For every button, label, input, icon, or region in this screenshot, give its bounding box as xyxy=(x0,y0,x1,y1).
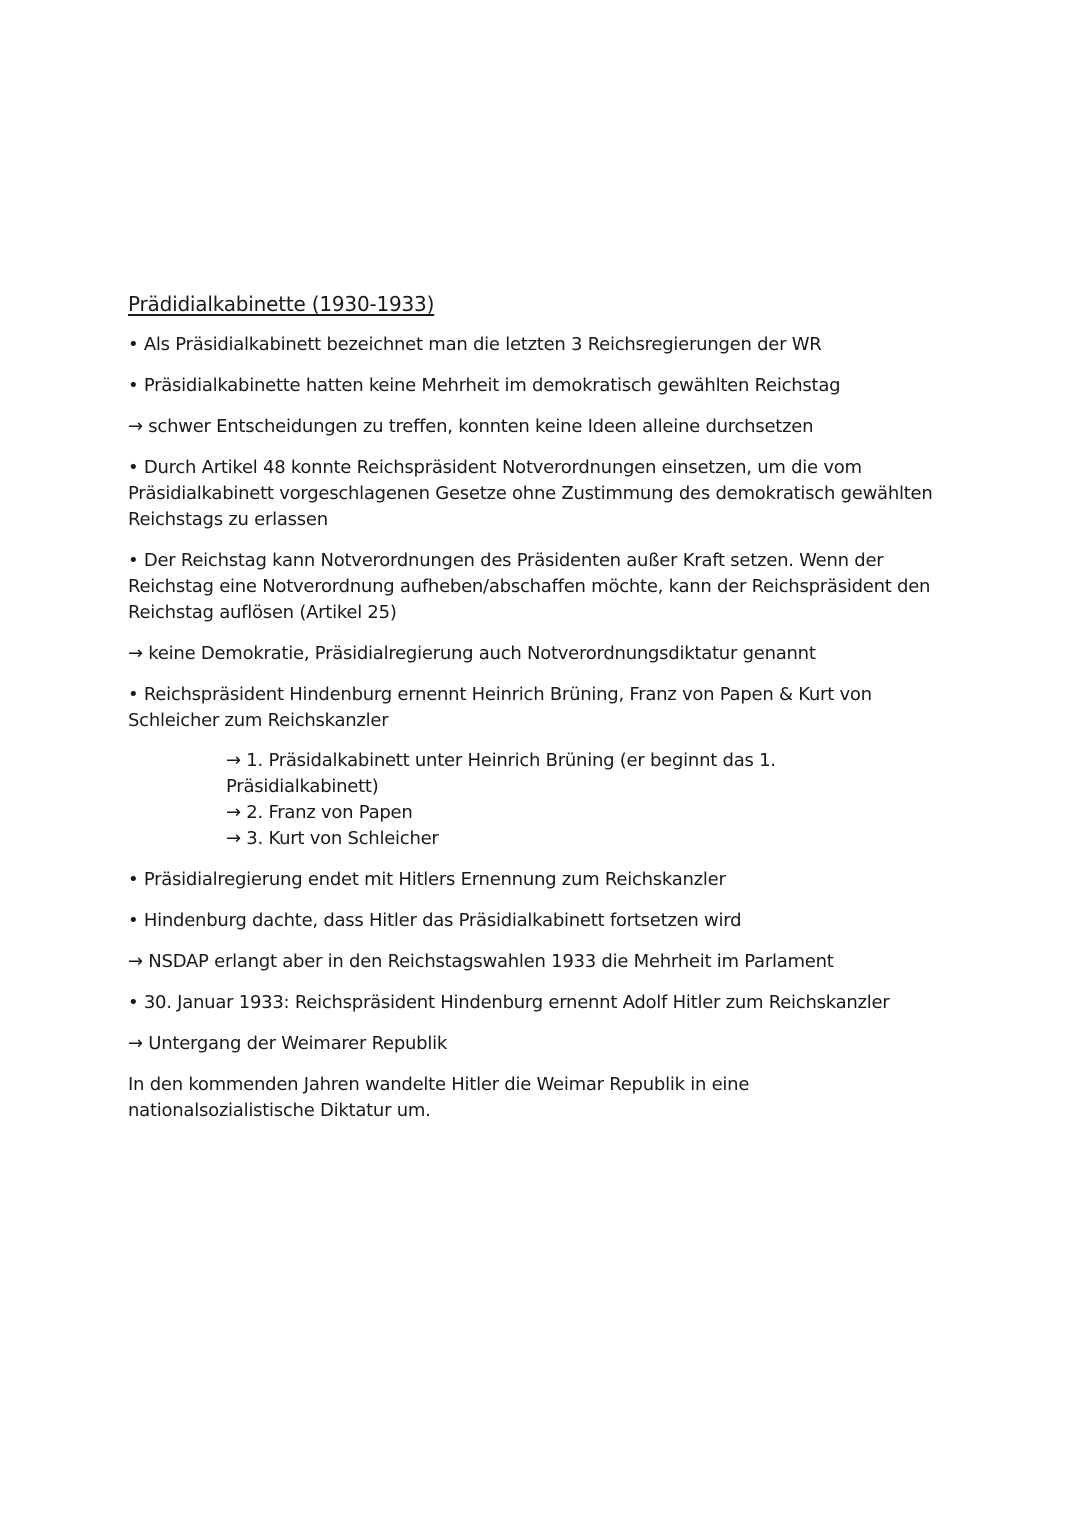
paragraph-no-majority: • Präsidialkabinette hatten keine Mehrheit im demokratisch gewählten Reichstag xyxy=(128,375,841,396)
paragraph-hindenburg-belief: • Hindenburg dachte, dass Hitler das Präsidialkabinett fortsetzen wird xyxy=(128,910,742,931)
paragraph-end-of-regime: • Präsidialregierung endet mit Hitlers Ernennung zum Reichskanzler xyxy=(128,869,726,890)
paragraph-end-of-republic: → Untergang der Weimarer Republik xyxy=(128,1033,448,1054)
paragraph-january-1933: • 30. Januar 1933: Reichspräsident Hindenburg ernennt Adolf Hitler zum Reichskanzler xyxy=(128,992,890,1013)
paragraph-nsdap-majority: → NSDAP erlangt aber in den Reichstagswahlen 1933 die Mehrheit im Parlament xyxy=(128,951,834,972)
paragraph-consequence-decisions: → schwer Entscheidungen zu treffen, konnten keine Ideen alleine durchsetzen xyxy=(128,416,814,437)
paragraph-no-democracy: → keine Demokratie, Präsidialregierung auch Notverordnungsdiktatur genannt xyxy=(128,643,816,664)
document-title: Prädidialkabinette (1930-1933) xyxy=(128,292,435,316)
document-page xyxy=(128,290,968,1139)
sublist-item-bruening: → 1. Präsidalkabinett unter Heinrich Brüning (er beginnt das 1. Präsidialkabinett) xyxy=(226,750,776,797)
paragraph-definition: • Als Präsidialkabinett bezeichnet man die letzten 3 Reichsregierungen der WR xyxy=(128,334,822,355)
paragraph-article-25: • Der Reichstag kann Notverordnungen des Präsidenten außer Kraft setzen. Wenn der Reichstag eine Notverordnung aufheben/abschaffen möchte, kann der Reichspräsident den Reichstag auflösen (Artikel 25) xyxy=(128,550,931,623)
paragraph-article-48: • Durch Artikel 48 konnte Reichspräsident Notverordnungen einsetzen, um die vom Präsidialkabinett vorgeschlagenen Gesetze ohne Zustimmung des demokratisch gewählten Reichstags zu erlassen xyxy=(128,457,933,530)
chancellor-sublist xyxy=(226,748,866,852)
paragraph-chancellors: • Reichspräsident Hindenburg ernennt Heinrich Brüning, Franz von Papen & Kurt von Schleicher zum Reichskanzler xyxy=(128,684,872,731)
sublist-item-papen: → 2. Franz von Papen xyxy=(226,802,413,823)
sublist-item-schleicher: → 3. Kurt von Schleicher xyxy=(226,828,439,849)
paragraph-closing: In den kommenden Jahren wandelte Hitler die Weimar Republik in eine nationalsozialistische Diktatur um. xyxy=(128,1074,750,1121)
